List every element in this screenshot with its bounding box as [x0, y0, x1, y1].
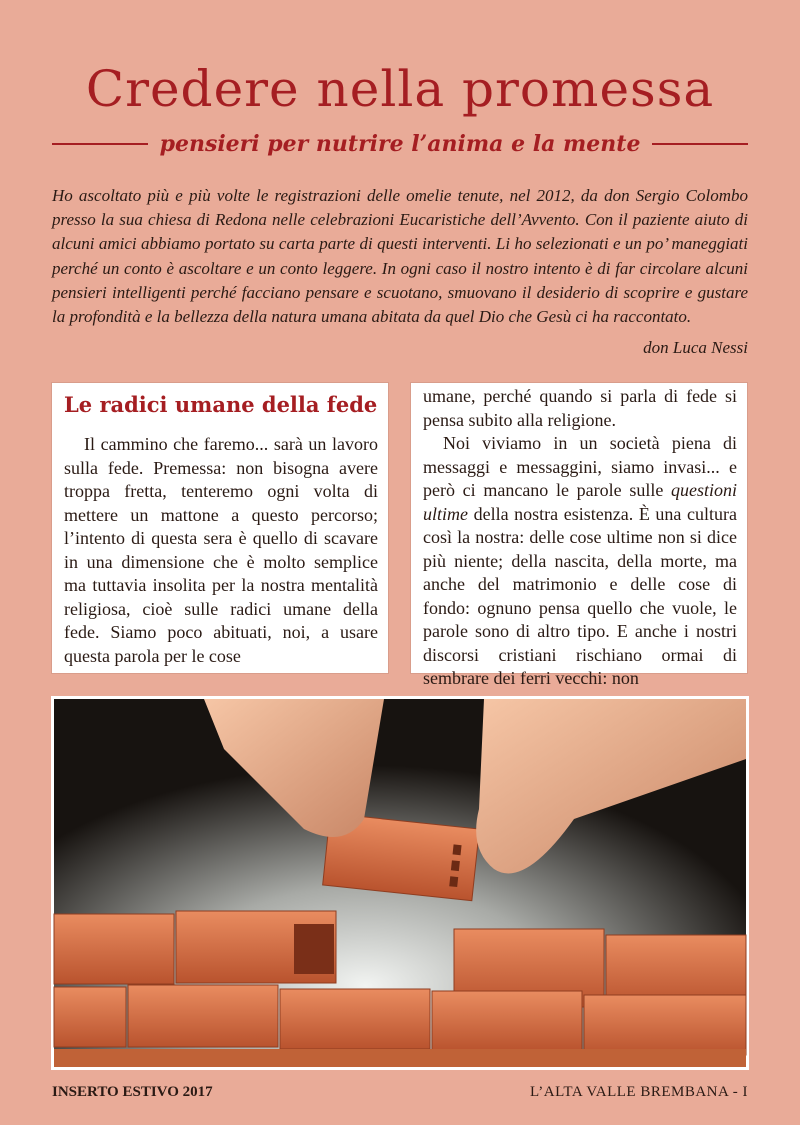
author-signature: don Luca Nessi: [643, 338, 748, 357]
intro-paragraph: Ho ascoltato più e più volte le registrazioni delle omelie tenute, nel 2012, da don Sergio Colombo presso la sua chiesa di Redona nelle celebrazioni Eucaristiche dell’Avvento. Con il paziente aiuto di alcuni amici abbiamo portato su carta parte di questi interventi. Li ho selezionati e un po’ maneggiati perché un conto è ascoltare e un conto leggere. In ogni caso il nostro intento è di far circolare alcuni pensieri intelligenti perché facciano pensare e scuotano, smuovano il desiderio di scoprire e gustare la profondità e la bellezza della natura umana abitata da quel Dio che Gesù ci ha raccontato.: [52, 186, 748, 327]
emphasis-text: questioni ultime: [423, 480, 737, 524]
article-column-left: [51, 382, 389, 674]
article-heading: Le radici umane della fede: [64, 392, 378, 417]
footer-publication: L’ALTA VALLE BREMBANA - I: [530, 1084, 748, 1100]
text-fragment: della nostra esistenza. È una cultura così la nostra: delle cose ultime non si dice più niente; della nascita, della morte, ma anche del matrimonio e delle cose di fondo: ognuno pensa quello che vuole, le parole sono di altro tipo. E anche i nostri discorsi cristiani rischiano ormai di sembrare dei ferri vecchi: non: [423, 503, 737, 688]
subtitle-row: [52, 128, 748, 160]
page-subtitle: pensieri per nutrire l’anima e la mente: [159, 131, 641, 157]
text-fragment: Noi viviamo in un società piena di messaggi e messaggini, siamo invasi... e però ci mancano le parole sulle: [423, 433, 737, 500]
article-right-text-2: [423, 432, 737, 691]
subtitle-rule-left: [52, 143, 148, 145]
footer-issue: INSERTO ESTIVO 2017: [52, 1084, 213, 1100]
page-title: Credere nella promessa: [85, 60, 715, 118]
subtitle-rule-right: [652, 143, 748, 145]
bricks-illustration: [54, 699, 746, 1067]
bricks-photo: [51, 696, 749, 1070]
article-column-right: [410, 382, 748, 688]
article-left-text: Il cammino che faremo... sarà un lavoro sulla fede. Premessa: non bisogna avere troppa fretta, tenteremo ogni volta di mettere un mattone a questo percorso; l’intento di questa sera è quello di scavare in una dimensione che è molto semplice ma tuttavia insolita per la nostra mentalità religiosa, cioè sulle radici umane della fede. Siamo poco abituati, noi, a usare questa parola per le cose: [64, 434, 378, 666]
article-right-text-1: umane, perché quando si parla di fede si pensa subito alla religione.: [423, 386, 737, 430]
